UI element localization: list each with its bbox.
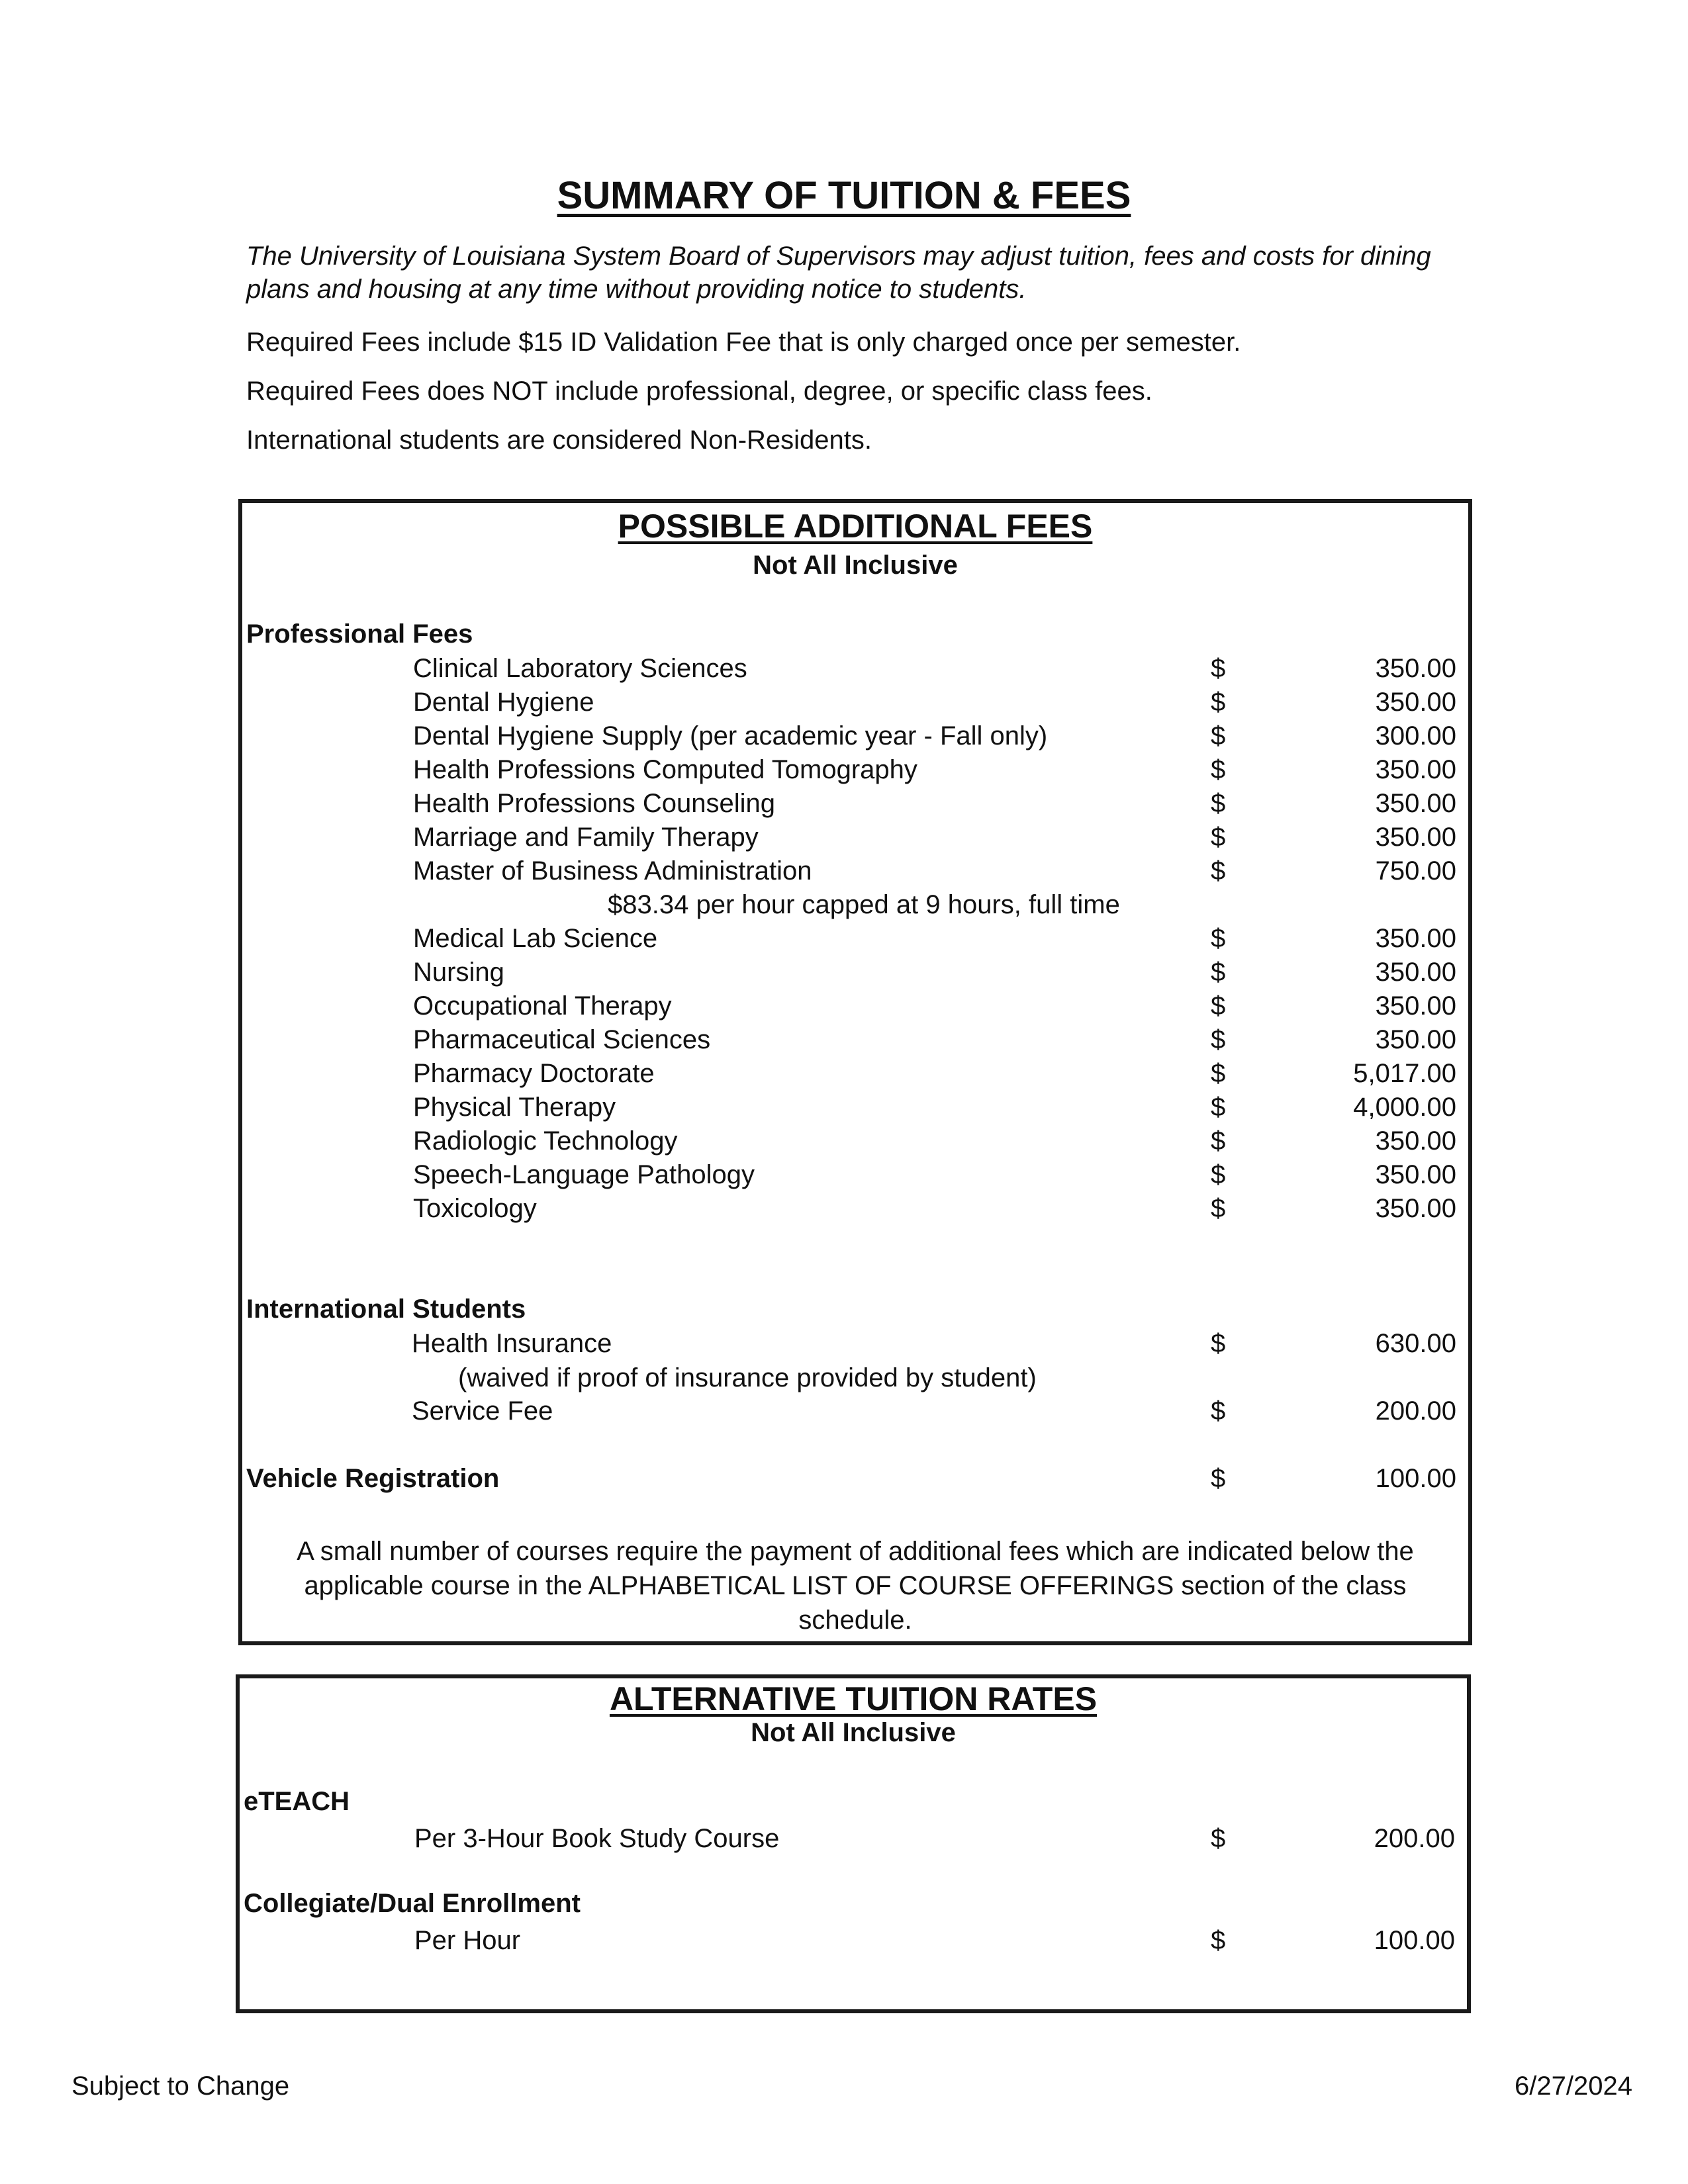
fee-label: Speech-Language Pathology [413,1160,755,1189]
currency-symbol: $ [1211,1126,1226,1156]
fee-amount: 5,017.00 [1353,1059,1456,1088]
fee-row [242,958,1468,991]
currency-symbol: $ [1211,1396,1226,1426]
currency-symbol: $ [1211,1329,1226,1358]
collegiate-heading-row [240,1889,1467,1922]
fee-label: Physical Therapy [413,1093,616,1122]
eteach-heading-row [240,1787,1467,1820]
fee-label: Health Professions Counseling [413,789,775,818]
fee-amount: 100.00 [1375,1464,1456,1493]
fee-row [240,1824,1467,1857]
currency-symbol: $ [1211,1059,1226,1088]
fee-row [242,1194,1468,1227]
fee-amount: 100.00 [1374,1926,1455,1955]
fee-row [240,1926,1467,1959]
fee-row [242,1025,1468,1058]
additional-fees-title: POSSIBLE ADDITIONAL FEES [618,508,1093,545]
additional-fees-box [238,499,1472,1645]
fee-amount: 350.00 [1375,924,1456,953]
page-title: SUMMARY OF TUITION & FEES [557,174,1131,217]
fee-label: Health Insurance [412,1329,612,1358]
currency-symbol: $ [1211,1824,1226,1853]
fee-row [242,1059,1468,1092]
currency-symbol: $ [1211,755,1226,784]
fee-row [242,991,1468,1024]
fee-row [242,1329,1468,1362]
fee-row [242,688,1468,721]
fee-label: Clinical Laboratory Sciences [413,654,747,683]
fee-amount: 200.00 [1375,1396,1456,1426]
footer-date: 6/27/2024 [1515,2071,1632,2101]
fee-amount: 300.00 [1375,721,1456,751]
eteach-heading: eTEACH [244,1787,350,1816]
currency-symbol: $ [1211,654,1226,683]
currency-symbol: $ [1211,789,1226,818]
fee-label: Pharmaceutical Sciences [413,1025,711,1054]
health-insurance-note: (waived if proof of insurance provided by student) [458,1363,1037,1392]
fee-label: Per 3-Hour Book Study Course [414,1824,780,1853]
fee-amount: 200.00 [1374,1824,1455,1853]
fee-amount: 350.00 [1375,1194,1456,1223]
fee-row [242,1160,1468,1193]
alternative-rates-title: ALTERNATIVE TUITION RATES [609,1680,1098,1717]
fee-amount: 350.00 [1375,1160,1456,1189]
fee-label: Nursing [413,958,504,987]
fee-row [242,755,1468,788]
intro-disclaimer: The University of Louisiana System Board of Supervisors may adjust tuition, fees and costs for dining plans and housing at any time without providing notice to students. [246,242,1431,304]
fee-label: Toxicology [413,1194,537,1223]
collegiate-dual-enrollment-heading: Collegiate/Dual Enrollment [244,1889,581,1918]
fee-label: Radiologic Technology [413,1126,678,1156]
professional-fees-heading: Professional Fees [246,619,473,649]
vehicle-registration-heading: Vehicle Registration [246,1464,500,1493]
alternative-rates-subtitle: Not All Inclusive [751,1718,956,1747]
vehicle-row [242,1464,1468,1497]
professional-fees-heading-row [242,619,1468,653]
fee-amount: 350.00 [1375,1025,1456,1054]
currency-symbol: $ [1211,823,1226,852]
currency-symbol: $ [1211,1926,1226,1955]
currency-symbol: $ [1211,688,1226,717]
currency-symbol: $ [1211,1194,1226,1223]
fee-row [242,721,1468,754]
intro-not-included: Required Fees does NOT include professional, degree, or specific class fees. [246,377,1152,406]
fee-row [242,1093,1468,1126]
fee-row [242,924,1468,957]
international-students-heading: International Students [246,1295,526,1324]
fee-amount: 350.00 [1375,958,1456,987]
currency-symbol: $ [1211,1464,1226,1493]
currency-symbol: $ [1211,1025,1226,1054]
fee-amount: 750.00 [1375,856,1456,886]
currency-symbol: $ [1211,924,1226,953]
currency-symbol: $ [1211,721,1226,751]
fee-amount: 350.00 [1375,654,1456,683]
fee-label: Marriage and Family Therapy [413,823,759,852]
fee-label: Per Hour [414,1926,521,1955]
fee-row [242,856,1468,889]
fee-amount: 350.00 [1375,1126,1456,1156]
fee-label: Service Fee [412,1396,553,1426]
fee-amount: 4,000.00 [1353,1093,1456,1122]
additional-fees-subtitle: Not All Inclusive [753,551,958,580]
currency-symbol: $ [1211,1160,1226,1189]
fee-row [242,789,1468,822]
currency-symbol: $ [1211,856,1226,886]
fee-amount: 350.00 [1375,688,1456,717]
currency-symbol: $ [1211,991,1226,1021]
fee-label: Medical Lab Science [413,924,658,953]
fee-label: Master of Business Administration [413,856,812,886]
fee-amount: 630.00 [1375,1329,1456,1358]
fee-row [242,654,1468,687]
fee-label: Occupational Therapy [413,991,672,1021]
fee-amount: 350.00 [1375,755,1456,784]
currency-symbol: $ [1211,1093,1226,1122]
fee-label: Dental Hygiene [413,688,594,717]
fee-row [242,1396,1468,1430]
fee-label: Dental Hygiene Supply (per academic year - Fall only) [413,721,1048,751]
fee-label: Pharmacy Doctorate [413,1059,655,1088]
fee-amount: 350.00 [1375,823,1456,852]
additional-fees-note: A small number of courses require the payment of additional fees which are indicated below the applicable course in the ALPHABETICAL LIST OF COURSE OFFERINGS section of the class schedule. [297,1537,1414,1635]
fee-amount: 350.00 [1375,991,1456,1021]
fee-amount: 350.00 [1375,789,1456,818]
currency-symbol: $ [1211,958,1226,987]
fee-note-row [242,1363,1468,1396]
fee-note-row [242,890,1468,923]
international-heading-row [242,1295,1468,1328]
footer-subject-to-change: Subject to Change [71,2071,290,2101]
fee-row [242,823,1468,856]
intro-required-fees: Required Fees include $15 ID Validation Fee that is only charged once per semester. [246,328,1241,357]
intro-international: International students are considered Non-Residents. [246,426,872,455]
fee-label: Health Professions Computed Tomography [413,755,917,784]
alternative-rates-box [236,1674,1471,2013]
fee-row [242,1126,1468,1160]
fee-note: $83.34 per hour capped at 9 hours, full time [608,890,1120,919]
